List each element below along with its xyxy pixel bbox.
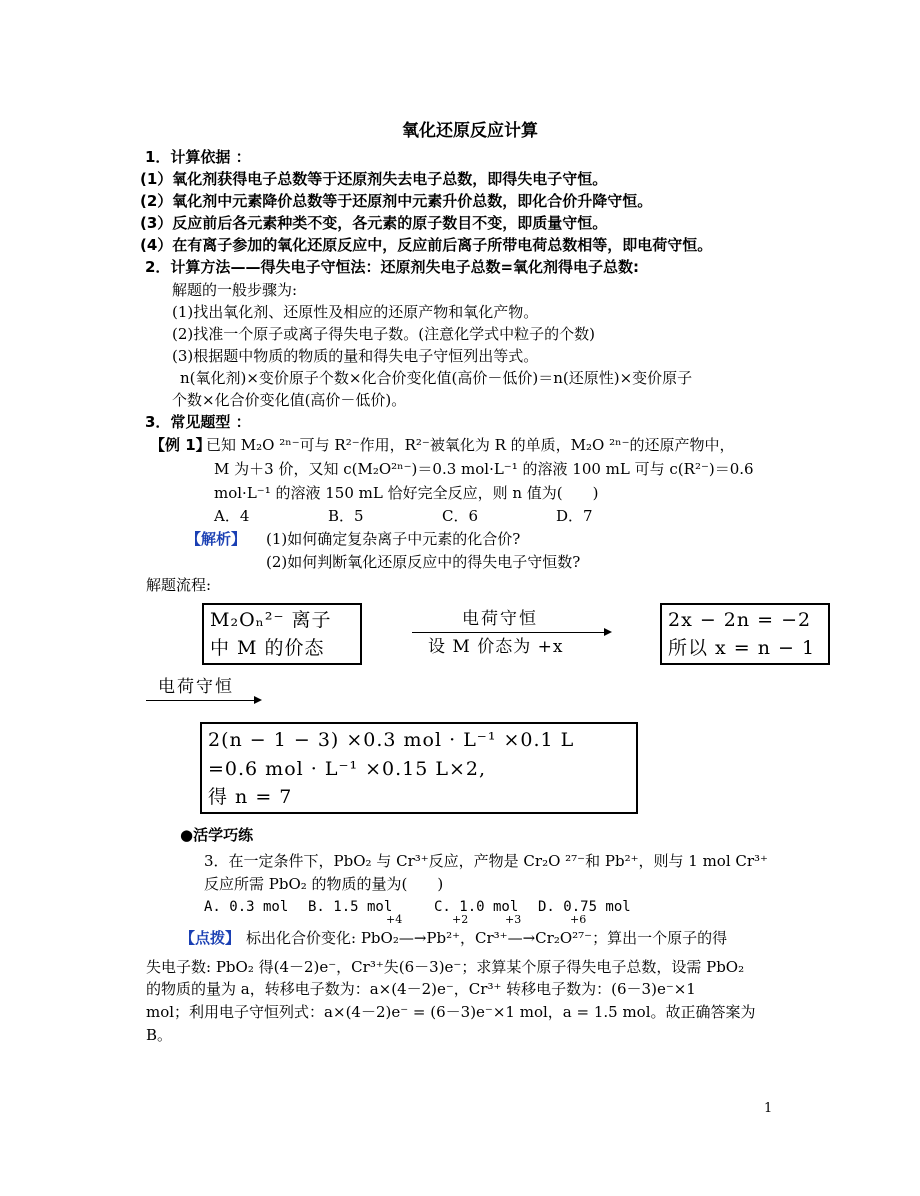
section-1-item: (3）反应前后各元素种类不变，各元素的原子数目不变，即质量守恒。	[140, 214, 608, 232]
analysis-label: 【解析】	[186, 530, 247, 548]
practice-option-b: B. 1.5 mol	[308, 899, 393, 915]
option-b: B．5	[328, 507, 364, 525]
practice-option-a: A. 0.3 mol	[204, 899, 289, 915]
section-1-item: (1）氧化剂获得电子总数等于还原剂失去电子总数，即得失电子守恒。	[140, 170, 608, 188]
formula-line: 个数×化合价变化值(高价－低价)。	[172, 391, 407, 409]
hint-text: 的物质的量为 a，转移电子数为：a×(4－2)e⁻，Cr³⁺ 转移电子数为：(6－3)e⁻×1	[146, 980, 696, 998]
steps-intro: 解题的一般步骤为:	[172, 281, 298, 299]
example-text: M 为＋3 价，又知 c(M₂O²ⁿ⁻)＝0.3 mol·L⁻¹ 的溶液 100 mL 可与 c(R²⁻)＝0.6	[214, 460, 754, 478]
formula-line: n(氧化剂)×变价原子个数×化合价变化值(高价－低价)＝n(还原性)×变价原子	[180, 369, 693, 387]
page-title: 氧化还原反应计算	[402, 121, 538, 141]
flow-box-3	[200, 722, 638, 814]
arrow-2	[146, 700, 256, 701]
valence-mark: +6	[570, 913, 587, 926]
option-a: A．4	[214, 507, 250, 525]
flow-box-3-line: =0.6 mol · L⁻¹ ×0.15 L×2,	[208, 758, 487, 780]
arrow-1-head	[604, 628, 612, 636]
flow-box-1-line: 中 M 的价态	[210, 637, 325, 659]
valence-mark: +2	[452, 913, 469, 926]
practice-question: 3．在一定条件下，PbO₂ 与 Cr³⁺反应，产物是 Cr₂O ²⁷⁻和 Pb²⁺，则与 1 mol Cr³⁺	[204, 852, 768, 870]
arrow-1-bottom-label: 设 M 价态为 +x	[428, 637, 564, 657]
section-3-heading: 3．常见题型 ：	[145, 413, 251, 431]
hint-text: B。	[146, 1026, 173, 1044]
analysis-question: (1)如何确定复杂离子中元素的化合价?	[266, 530, 521, 548]
section-1-item: (2）氧化剂中元素降价总数等于还原剂中元素升价总数，即化合价升降守恒。	[140, 192, 653, 210]
flow-box-1-line: M₂Oₙ²⁻ 离子	[210, 609, 332, 631]
hint-text: 失电子数: PbO₂ 得(4－2)e⁻，Cr³⁺失(6－3)e⁻；求算某个原子得失电子总数，设需 PbO₂	[146, 958, 745, 976]
step-item: (3)根据题中物质的物质的量和得失电子守恒列出等式。	[172, 347, 539, 365]
step-item: (1)找出氧化剂、还原性及相应的还原产物和氧化产物。	[172, 303, 539, 321]
flow-box-2	[660, 603, 830, 665]
flow-label: 解题流程:	[146, 576, 212, 594]
option-d: D．7	[556, 507, 593, 525]
page-number: 1	[764, 1101, 773, 1116]
example-text: 已知 M₂O ²ⁿ⁻可与 R²⁻作用，R²⁻被氧化为 R 的单质，M₂O ²ⁿ⁻的还原产物中，	[206, 436, 735, 454]
analysis-question: (2)如何判断氧化还原反应中的得失电子守恒数?	[266, 553, 581, 571]
example-label: 【例 1】	[150, 436, 211, 454]
practice-option-d: D. 0.75 mol	[538, 899, 631, 915]
flow-box-2-line: 2x − 2n = −2	[668, 609, 812, 631]
hint-label: 【点拨】	[180, 929, 241, 947]
valence-mark: +4	[386, 913, 403, 926]
section-1-item: (4）在有离子参加的氧化还原反应中，反应前后离子所带电荷总数相等，即电荷守恒。	[140, 236, 713, 254]
section-2-heading: 2．计算方法——得失电子守恒法：还原剂失电子总数=氧化剂得电子总数:	[145, 258, 640, 276]
flow-box-2-line: 所以 x = n − 1	[668, 637, 816, 659]
arrow-2-top-label: 电荷守恒	[158, 677, 234, 697]
arrow-1-top-label: 电荷守恒	[462, 609, 538, 629]
hint-text: mol；利用电子守恒列式：a×(4－2)e⁻ = (6－3)e⁻×1 mol，a = 1.5 mol。故正确答案为	[146, 1003, 756, 1021]
section-1-heading: 1．计算依据 ：	[145, 148, 251, 166]
practice-option-c: C. 1.0 mol	[434, 899, 519, 915]
flow-box-1	[202, 603, 362, 665]
practice-question: 反应所需 PbO₂ 的物质的量为( )	[204, 875, 444, 893]
valence-mark: +3	[505, 913, 522, 926]
arrow-2-head	[254, 696, 262, 704]
option-c: C．6	[442, 507, 479, 525]
flow-box-3-line: 2(n − 1 − 3) ×0.3 mol · L⁻¹ ×0.1 L	[208, 729, 575, 751]
arrow-1	[412, 632, 606, 633]
practice-heading: ●活学巧练	[180, 826, 254, 844]
hint-text: 标出化合价变化: PbO₂—→Pb²⁺，Cr³⁺—→Cr₂O²⁷⁻；算出一个原子的得	[246, 929, 728, 947]
flow-box-3-line: 得 n = 7	[208, 786, 293, 808]
example-text: mol·L⁻¹ 的溶液 150 mL 恰好完全反应，则 n 值为( )	[214, 484, 599, 502]
step-item: (2)找准一个原子或离子得失电子数。(注意化学式中粒子的个数)	[172, 325, 595, 343]
